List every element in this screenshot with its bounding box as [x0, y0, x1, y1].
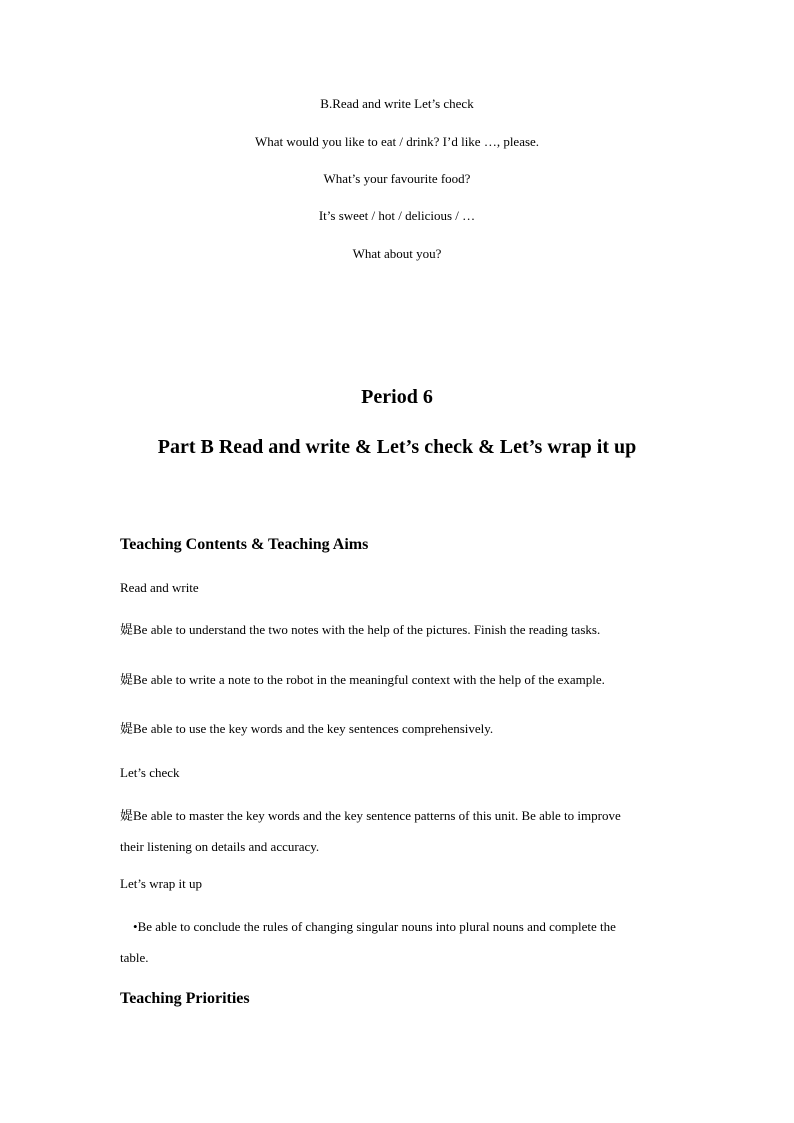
read-and-write-label: Read and write	[120, 580, 199, 595]
contents-heading: Teaching Contents & Teaching Aims	[120, 536, 369, 553]
list-item-text: Be able to master the key words and the key sentence patterns of this unit. Be able to improve	[133, 808, 621, 823]
bullet-glyph: 媞	[120, 622, 134, 637]
bullet-glyph: 媞	[120, 721, 134, 736]
priorities-heading: Teaching Priorities	[120, 990, 250, 1007]
list-item	[120, 808, 621, 824]
list-item-text: Be able to conclude the rules of changing singular nouns into plural nouns and complete the	[137, 919, 616, 934]
list-item-text: Be able to use the key words and the key sentences comprehensively.	[133, 721, 494, 736]
bullet-glyph: •	[133, 919, 138, 934]
lets-wrap-label: Let’s wrap it up	[120, 876, 202, 891]
period-subtitle: Part B Read and write & Let’s check & Let’s wrap it up	[157, 436, 637, 458]
list-item-continuation: table.	[120, 950, 149, 965]
period-title: Period 6	[361, 386, 433, 408]
list-item-text: Be able to write a note to the robot in the meaningful context with the help of the example.	[133, 672, 605, 687]
intro-line-1: B.Read and write Let’s check	[320, 96, 474, 111]
bullet-glyph: 媞	[120, 808, 134, 823]
intro-line-5: What about you?	[352, 246, 442, 261]
list-item	[120, 622, 600, 638]
list-item	[120, 672, 605, 688]
intro-line-3: What’s your favourite food?	[323, 171, 471, 186]
list-item	[133, 919, 616, 935]
intro-line-4: It’s sweet / hot / delicious / …	[318, 208, 476, 223]
intro-line-2: What would you like to eat / drink? I’d like …, please.	[254, 134, 540, 149]
lets-check-label: Let’s check	[120, 765, 180, 780]
list-item-text: Be able to understand the two notes with the help of the pictures. Finish the reading tasks.	[133, 622, 601, 637]
list-item	[120, 721, 493, 737]
list-item-continuation: their listening on details and accuracy.	[120, 839, 320, 854]
bullet-glyph: 媞	[120, 672, 134, 687]
